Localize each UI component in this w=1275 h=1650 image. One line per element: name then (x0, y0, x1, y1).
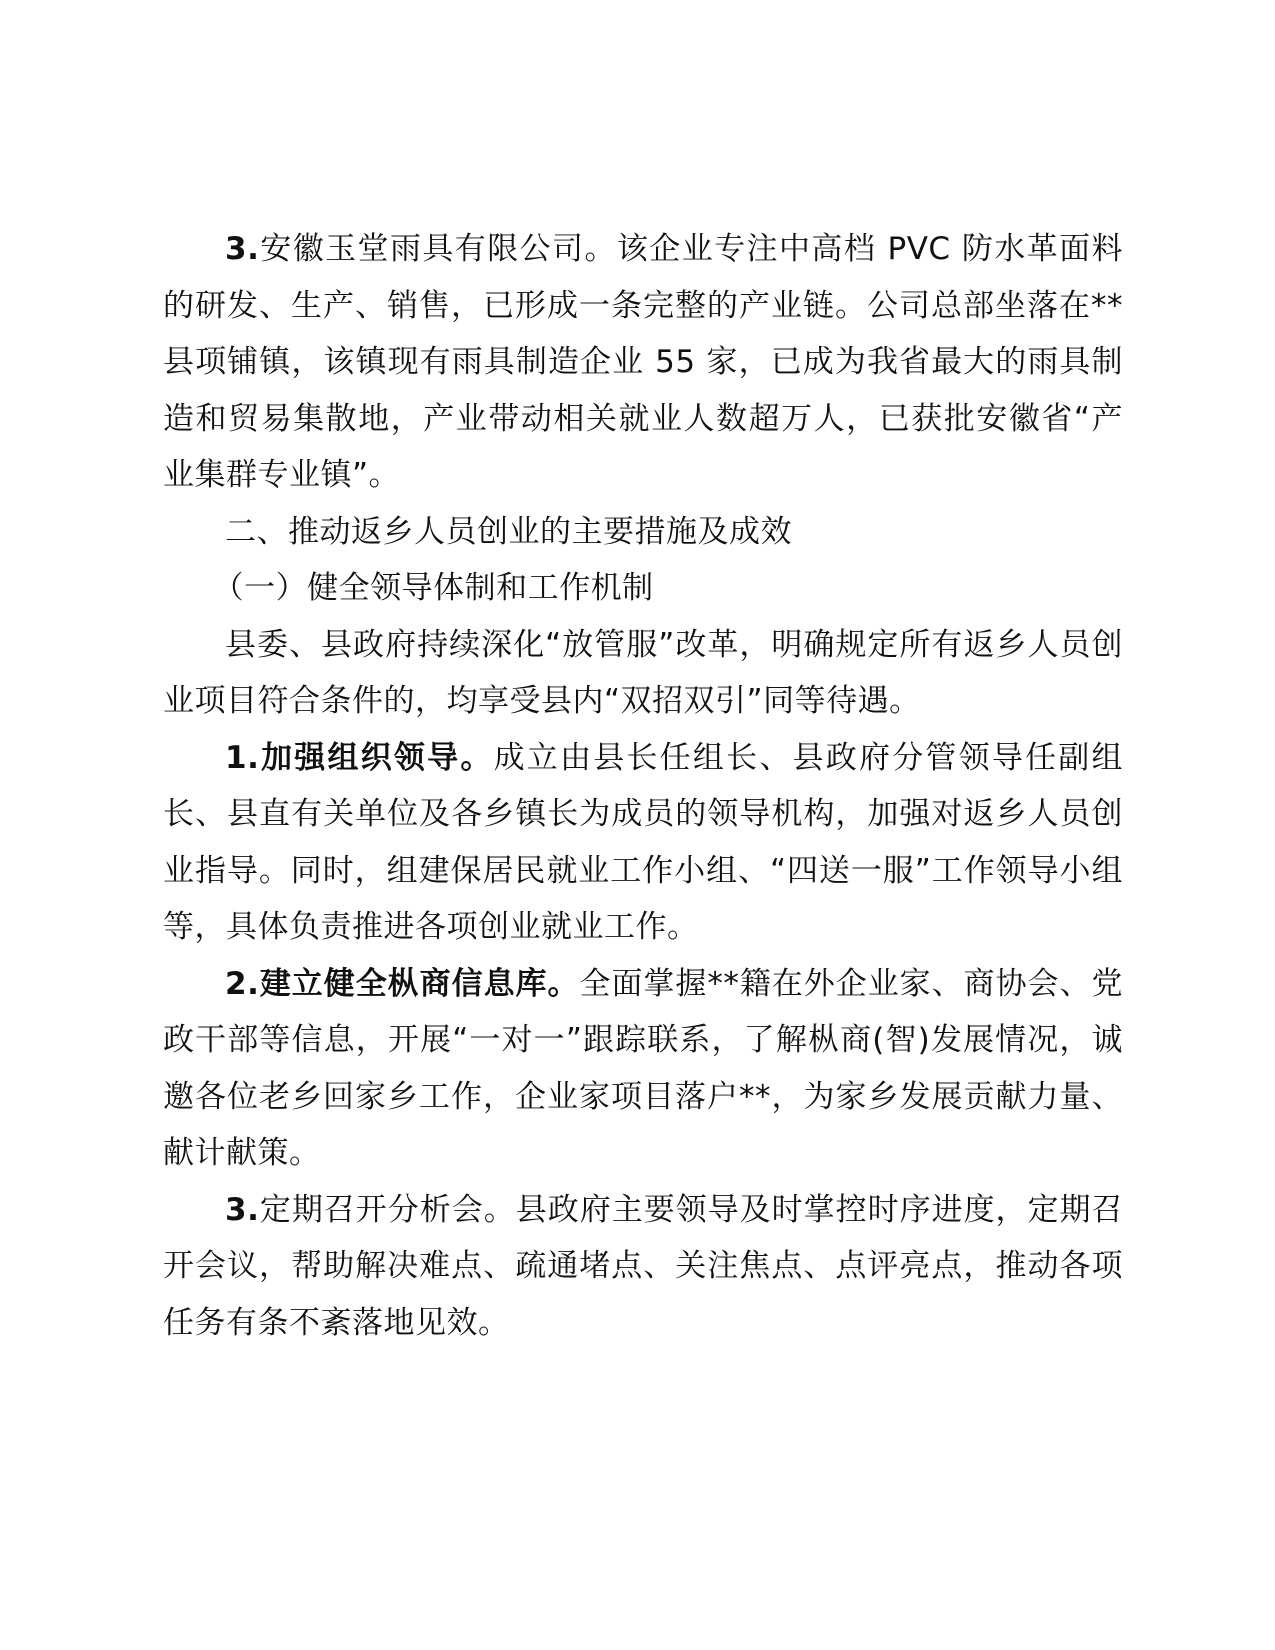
paragraph-item-3 (163, 1182, 1123, 1352)
section-heading: 二、推动返乡人员创业的主要措施及成效 (225, 513, 792, 550)
sub-heading: （一）健全领导体制和工作机制 (212, 570, 654, 606)
company-name: 安徽玉堂雨具有限公司 (259, 231, 585, 267)
paragraph-body: 。该企业专注中高档 PVC 防水革面料的研发、生产、销售，已形成一条完整的产业链。公司总部坐落在**县项铺镇，该镇现有雨具制造企业 55 家， (163, 231, 1123, 380)
item-number: 3. (225, 231, 260, 267)
item-tail: 推动各项任务有条不紊落地见效。 (163, 1248, 1124, 1341)
item-label: 2.建立健全枞商信息库。 (225, 965, 580, 1002)
item-body: 全面掌握**籍在外企业家、商协会、党政干部等信息，开展“一对一”跟踪联系，了解枞商(智)发展情况，诚邀各位老乡回家乡工作，企业家项目落户**，为家乡发展贡献力量、献计献策。 (163, 965, 1123, 1171)
item-body: 成立由县长任组长、县政府分管领导任副组长、县直有关单位及各乡镇长为成员的领导机构，加强对返乡人员创业指导。同时，组建保居民就业工作小组、“四送一服”工作领导小组等，具体负责推进各项创业就业工作。 (163, 739, 1123, 945)
item-label: 3. (225, 1191, 260, 1228)
paragraph-item-1 (163, 730, 1123, 956)
item-body: 。县政府主要领导及时掌控时序进度，定期召开会议，帮助解决难点、疏通堵点、关注焦点、点评亮点， (163, 1191, 1124, 1284)
document-page (163, 221, 1123, 1351)
paragraph-item-2 (163, 956, 1123, 1182)
paragraph-highlight: 已成为我省最大的雨具制造和贸易集散地，产业带动相关就业人数超万人，已获批安徽省“产业集群专业镇”。 (163, 344, 1124, 493)
paragraph-company-yutang (163, 221, 1123, 504)
item-title: 定期召开分析会 (259, 1191, 484, 1228)
paragraph-intro: 县委、县政府持续深化“放管服”改革，明确规定所有返乡人员创业项目符合条件的，均享受县内“双招双引”同等待遇。 (163, 626, 1123, 719)
item-label: 1.加强组织领导。 (225, 739, 494, 776)
